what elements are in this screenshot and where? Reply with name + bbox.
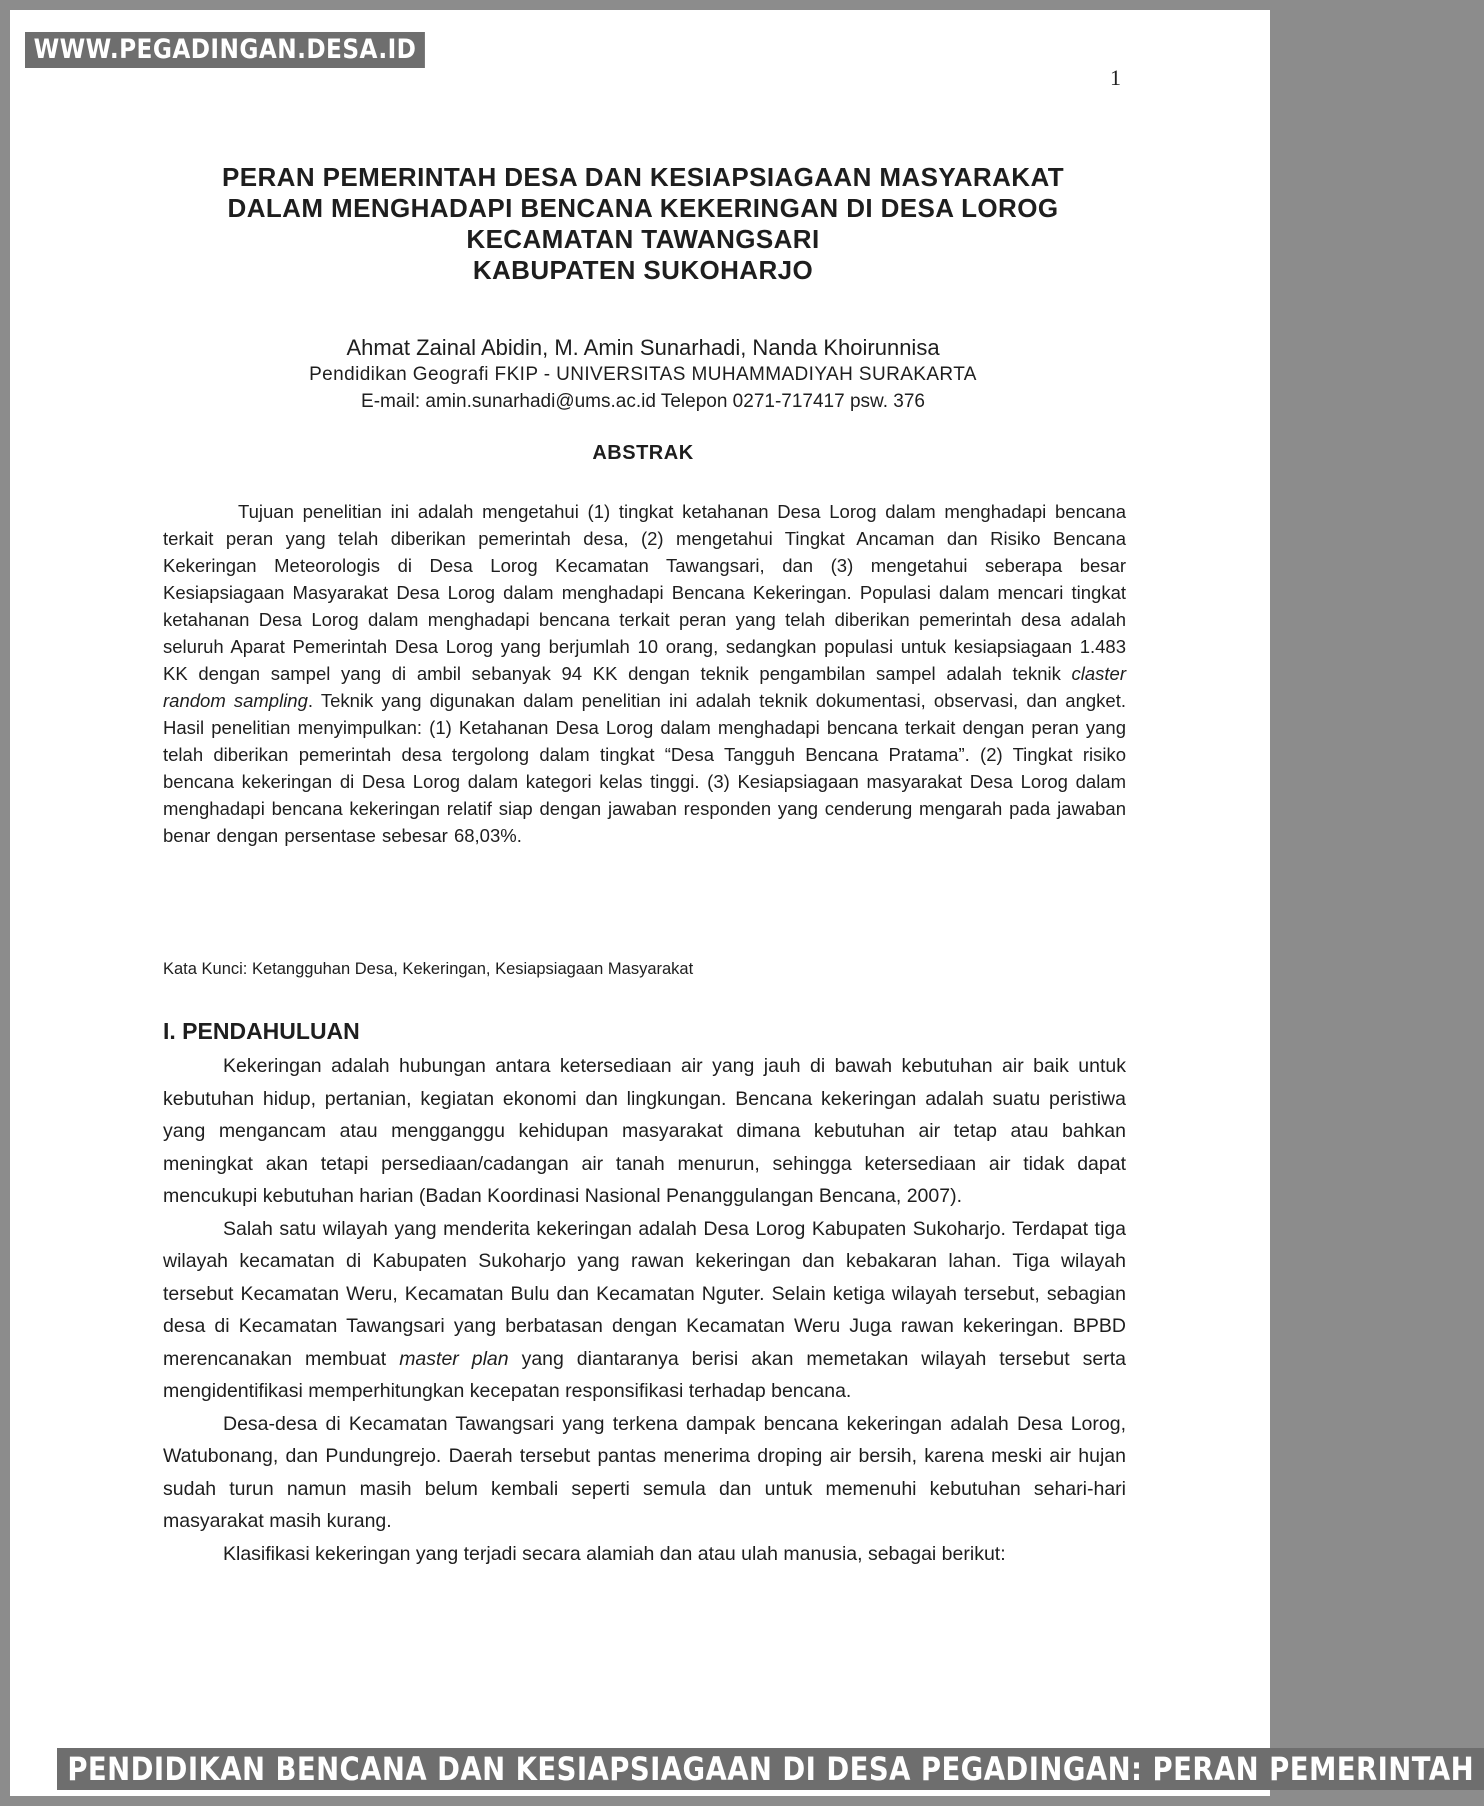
body-paragraph: Desa-desa di Kecamatan Tawangsari yang terkena dampak bencana kekeringan adalah Desa Lorog, Watubonang, dan Pundungrejo. Daerah tersebut pantas menerima droping air bersih, karena meski air hujan sudah turun namun masih belum kembali seperti semula dan untuk memenuhi kebutuhan sehari-hari masyarakat masih kurang. (163, 1412, 1126, 1532)
abstract-text (163, 498, 1126, 849)
keywords (163, 960, 1126, 979)
body-italic-term: master plan (399, 1347, 509, 1370)
body-paragraph (163, 1213, 1126, 1408)
body-text-part: Salah satu wilayah yang menderita kekeringan adalah Desa Lorog Kabupaten Sukoharjo. Terdapat tiga wilayah kecamatan di Kabupaten Sukoharjo yang rawan kekeringan dan kebakaran lahan. Tiga wilayah tersebut Kecamatan Weru, Kecamatan Bulu dan Kecamatan Nguter. Selain ketiga wilayah tersebut, sebagian desa di Kecamatan Tawangsari yang berbatasan dengan Kecamatan Weru Juga rawan kekeringan. BPBD merencanakan membuat (163, 1217, 1126, 1370)
watermark-top: WWW.PEGADINGAN.DESA.ID (25, 32, 425, 68)
keywords-label: Kata Kunci: (163, 960, 248, 978)
page-number: 1 (1110, 65, 1121, 90)
title-line: DALAM MENGHADAPI BENCANA KEKERINGAN DI DESA LOROG (227, 193, 1059, 223)
paper-authors: Ahmat Zainal Abidin, M. Amin Sunarhadi, Nanda Khoirunnisa (346, 335, 940, 360)
section-heading: I. PENDAHULUAN (163, 1018, 360, 1044)
section-body (163, 1050, 1126, 1570)
title-line: KABUPATEN SUKOHARJO (472, 255, 814, 285)
body-text-part: yang diantaranya berisi akan memetakan wilayah tersebut serta mengidentifikasi memperhitungkan kecepatan responsifikasi terhadap bencana. (163, 1347, 1126, 1402)
watermark-bottom: PENDIDIKAN BENCANA DAN KESIAPSIAGAAN DI DESA PEGADINGAN: PERAN PEMERINTAH (57, 1748, 1484, 1790)
abstract-italic-term: claster random sampling (163, 663, 1127, 711)
paper-contact: E-mail: amin.sunarhadi@ums.ac.id Telepon 0271-717417 psw. 376 (361, 391, 925, 412)
abstract-text-part: Tujuan penelitian ini adalah mengetahui (1) tingkat ketahanan Desa Lorog dalam menghadapi bencana terkait peran yang telah diberikan pemerintah desa, (2) mengetahui Tingkat Ancaman dan Risiko Bencana Kekeringan Meteorologis di Desa Lorog Kecamatan Tawangsari, dan (3) mengetahui seberapa besar Kesiapsiagaan Masyarakat Desa Lorog dalam menghadapi Bencana Kekeringan. Populasi dalam mencari tingkat ketahanan Desa Lorog dalam menghadapi bencana terkait peran yang telah diberikan pemerintah desa adalah seluruh Aparat Pemerintah Desa Lorog yang berjumlah 10 orang, sedangkan populasi untuk kesiapsiagaan 1.483 KK dengan sampel yang di ambil sebanyak 94 KK dengan teknik pengambilan sampel adalah teknik (163, 501, 1126, 684)
abstract-text-part: . Teknik yang digunakan dalam penelitian ini adalah teknik dokumentasi, observasi, dan angket. Hasil penelitian menyimpulkan: (1) Ketahanan Desa Lorog dalam menghadapi bencana terkait dengan peran yang telah diberikan pemerintah desa tergolong dalam tingkat “Desa Tangguh Bencana Pratama”. (2) Tingkat risiko bencana kekeringan di Desa Lorog dalam kategori kelas tinggi. (3) Kesiapsiagaan masyarakat Desa Lorog dalam menghadapi bencana kekeringan relatif siap dengan jawaban responden yang cenderung mengarah pada jawaban benar dengan persentase sebesar 68,03%. (163, 690, 1126, 846)
title-line: PERAN PEMERINTAH DESA DAN KESIAPSIAGAAN MASYARAKAT (222, 162, 1064, 192)
paper-title (153, 162, 1133, 286)
keywords-list: Ketangguhan Desa, Kekeringan, Kesiapsiagaan Masyarakat (251, 960, 694, 978)
paper-affiliation: Pendidikan Geografi FKIP - UNIVERSITAS MUHAMMADIYAH SURAKARTA (309, 364, 977, 385)
title-line: KECAMATAN TAWANGSARI (466, 224, 820, 254)
abstract-heading: ABSTRAK (592, 442, 694, 464)
document-page (10, 10, 1475, 1796)
body-paragraph: Kekeringan adalah hubungan antara ketersediaan air yang jauh di bawah kebutuhan air baik untuk kebutuhan hidup, pertanian, kegiatan ekonomi dan lingkungan. Bencana kekeringan adalah suatu peristiwa yang mengancam atau mengganggu kehidupan masyarakat dimana kebutuhan air tetap atau bahkan meningkat akan tetapi persediaan/cadangan air tanah menurun, sehingga ketersediaan air tidak dapat mencukupi kebutuhan harian (Badan Koordinasi Nasional Penanggulangan Bencana, 2007). (163, 1055, 1126, 1207)
body-paragraph: Klasifikasi kekeringan yang terjadi secara alamiah dan atau ulah manusia, sebagai berikut: (223, 1542, 1006, 1565)
